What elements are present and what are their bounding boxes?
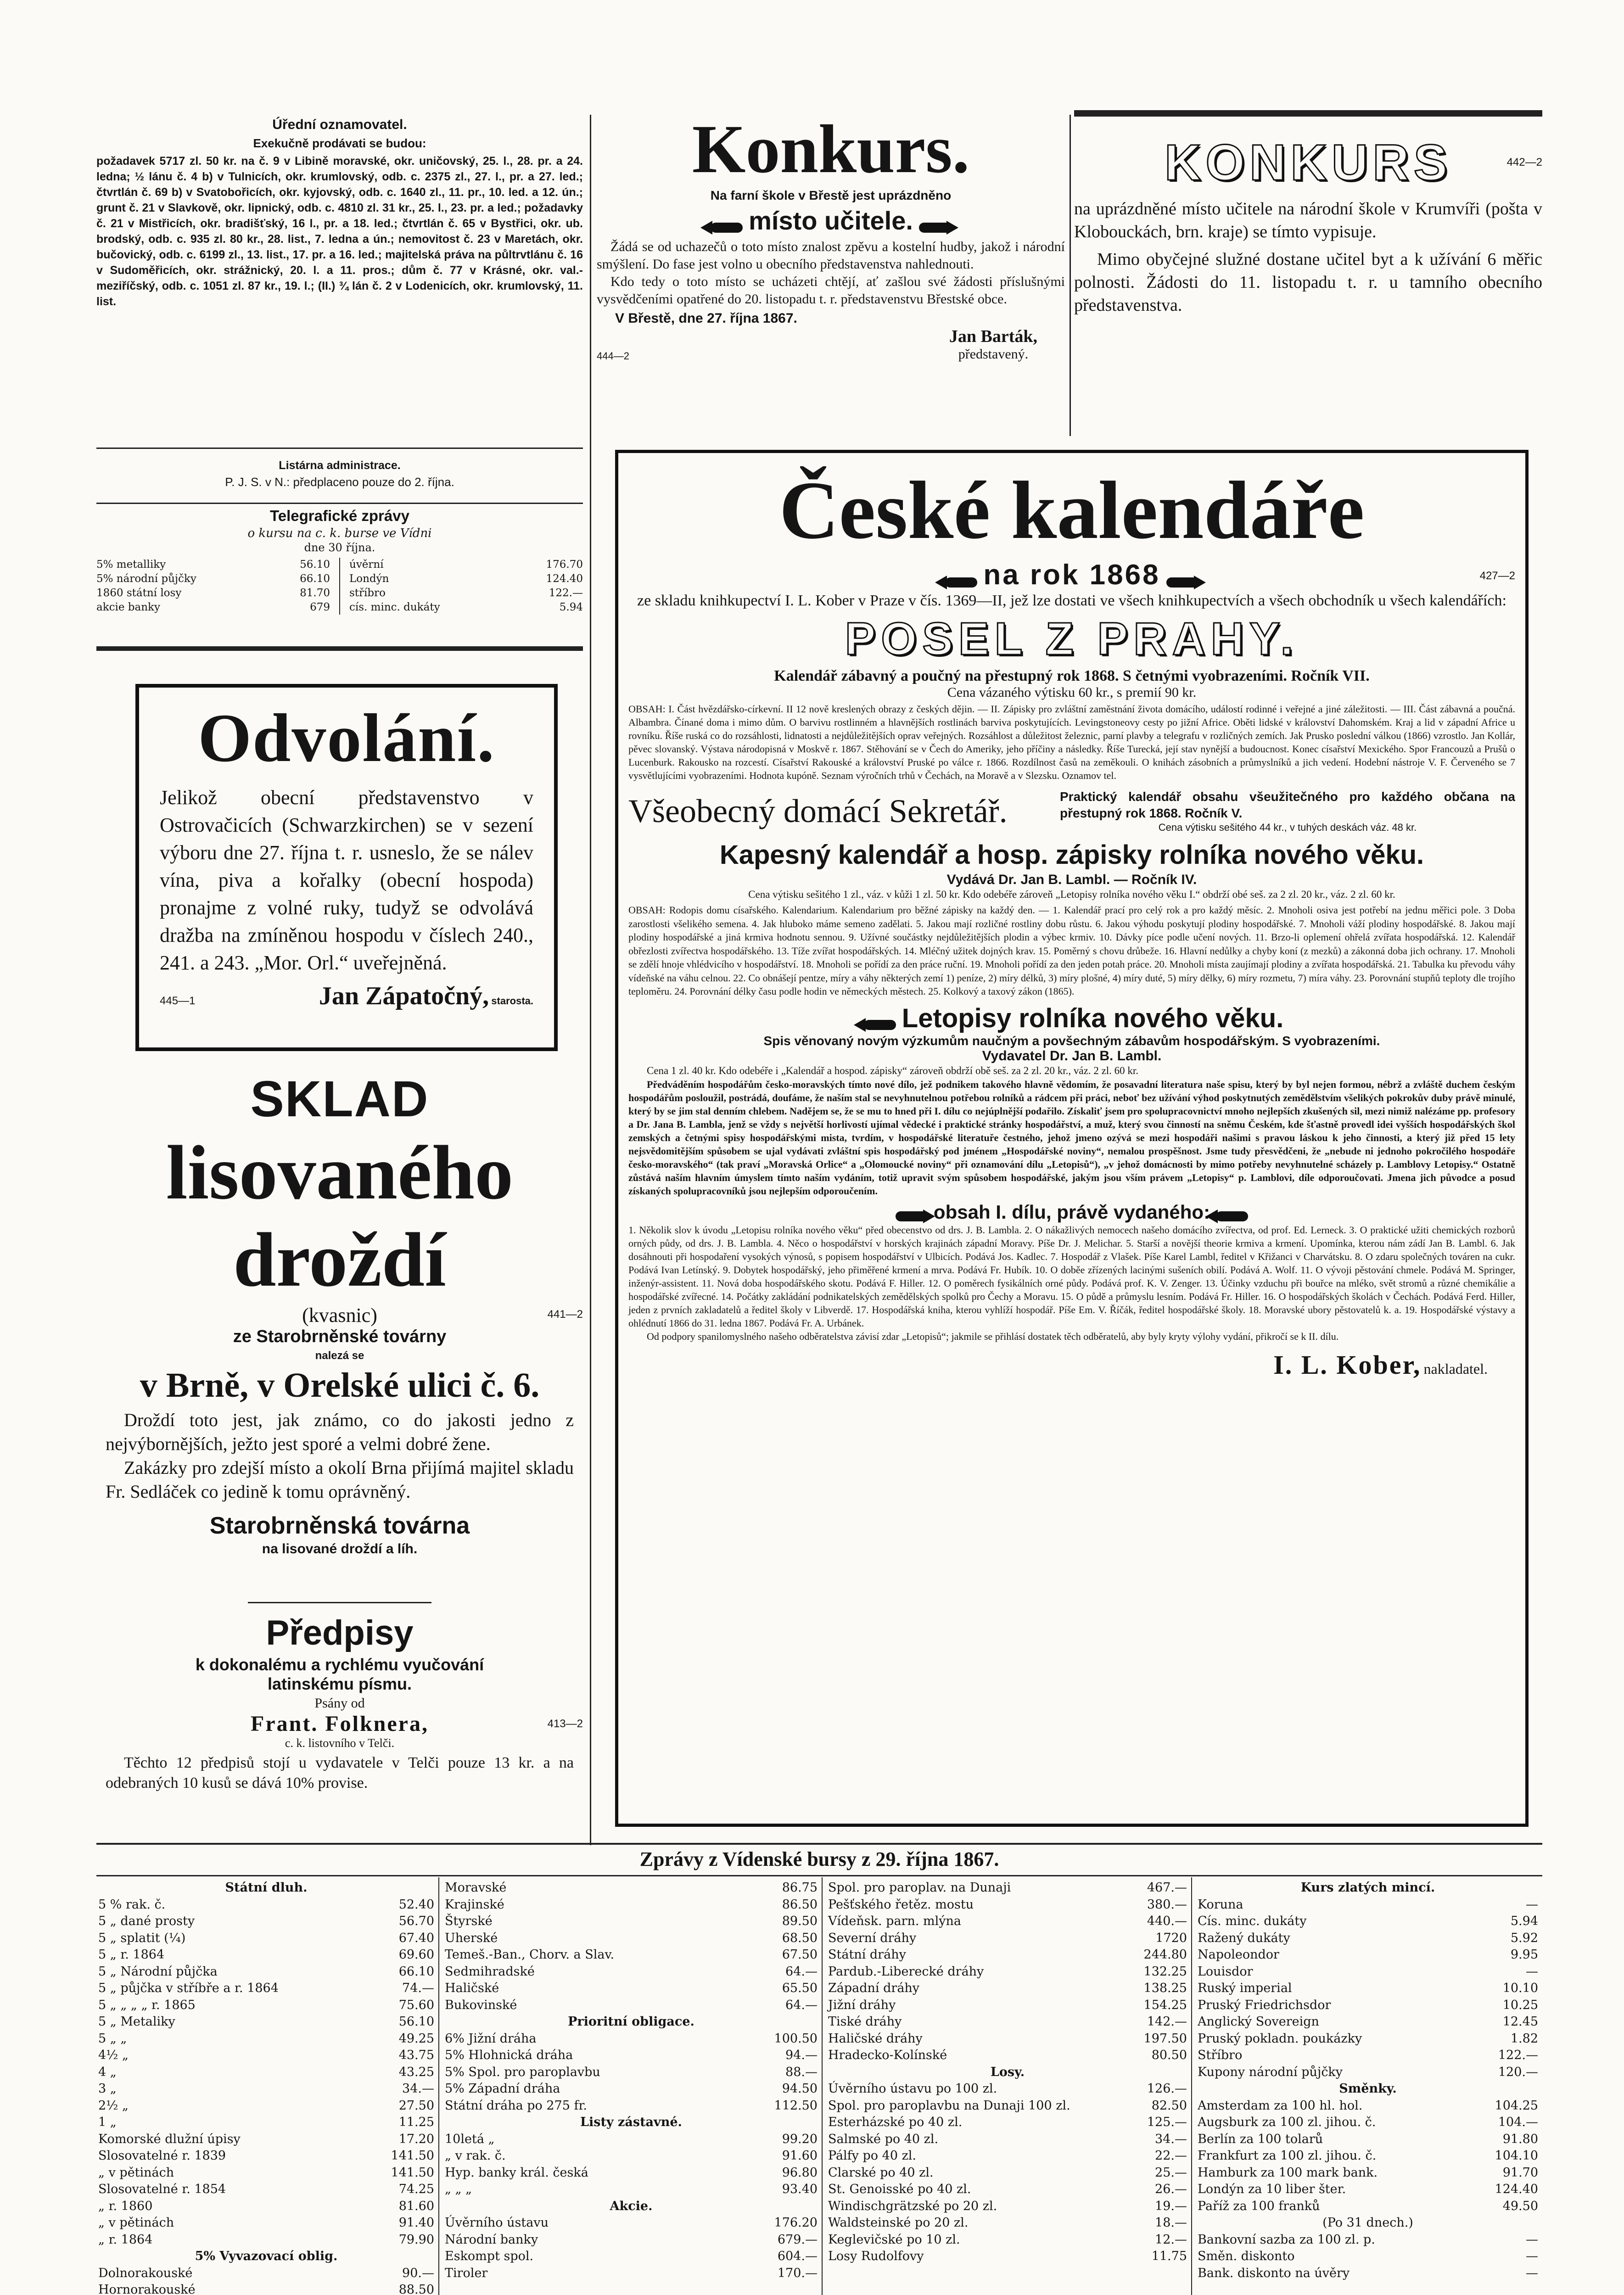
kalendare-intro: ze skladu knihkupectví I. L. Kober v Praze v čís. 1369—II, jež lze dostati ve všech knihkupectvích a všech obchodník u všech kalendářích: <box>637 592 1506 609</box>
telegraph-row: 5% metalliky 56.10 <box>96 559 330 571</box>
bourse-row: Losy Rudolfovy 11.75 <box>828 2249 1187 2263</box>
predpisy-text: Těchto 12 předpisů stojí u vydavatele v Telči pouze 13 kr. a na odebraných 10 kusů se dává 10% provise. <box>106 1754 574 1791</box>
konkurs-brest <box>597 110 1065 445</box>
bourse-row: Sedmihradské 64.— <box>445 1964 818 1979</box>
pointing-hand-left-icon <box>945 577 977 588</box>
pointing-hand-left-icon <box>711 223 743 233</box>
telegraph-left <box>96 558 340 615</box>
kalendare-advert <box>615 450 1529 1827</box>
bourse-row: 2½ „ 27.50 <box>98 2098 434 2113</box>
bourse-table-obligations <box>443 1880 819 2282</box>
telegraph-section <box>96 507 583 643</box>
bourse-row: Slosovatelné r. 1839 141.50 <box>98 2149 434 2163</box>
sklad-line1: SKLAD <box>250 1071 429 1127</box>
bourse-row: Esterházské po 40 zl. 125.— <box>828 2115 1187 2129</box>
bourse-row: Tiské dráhy 142.— <box>828 2015 1187 2029</box>
konkurs2-text2: Mimo obyčejné služné dostane učitel byt a k užívání 6 měřic polnosti. Žádosti do 11. listopadu t. r. u tamního obecního představenstva. <box>1074 250 1542 315</box>
bourse-row: Kupony národní půjčky 120.— <box>1198 2065 1538 2079</box>
bourse-row: Paříž za 100 franků 49.50 <box>1198 2199 1538 2213</box>
letopisy-subtitle: Spis věnovaný novým výzkumům naučným a povšechným zábavům hospodářským. S vyobrazeními. <box>763 1033 1380 1048</box>
predpisy-school: c. k. listovního v Telči. <box>285 1736 395 1750</box>
column-divider <box>1070 115 1071 436</box>
bourse-row: Západní dráhy 138.25 <box>828 1981 1187 1995</box>
bourse-row: Moravské 86.75 <box>445 1881 818 1895</box>
bourse-row: Temeš.-Ban., Chorv. a Slav. 67.50 <box>445 1948 818 1962</box>
konkurs1-title: Konkurs. <box>692 111 970 187</box>
telegraph-row: 1860 státní losy 81.70 <box>96 587 330 599</box>
bourse-row: Úvěrního ústavu 176.20 <box>445 2216 818 2230</box>
predpisy-sub2: latinskému písmu. <box>267 1674 412 1693</box>
divider <box>1074 110 1542 117</box>
sklad-kvasnic: (kvasnic) <box>302 1304 377 1327</box>
kalendare-closing: Od podpory spanilomyslného našeho odběratelstva závisí zdar „Letopisů“; jakmile se přihlásí dostatek těch odběratelů, aby byly kryty výlohy vydání, přikročí se k II. dílu. <box>647 1330 1339 1342</box>
telegraph-row: stříbro 122.— <box>349 587 583 599</box>
konkurs-krumvir <box>1074 110 1542 315</box>
bourse-row: 1 „ 11.25 <box>98 2115 434 2129</box>
bourse-row: Clarské po 40 zl. 25.— <box>828 2165 1187 2180</box>
telegraph-subtitle: o kursu na c. k. burse ve Vídni <box>247 526 432 540</box>
divider <box>96 448 583 449</box>
bourse-row: „ r. 1864 79.90 <box>98 2232 434 2247</box>
publisher-name: I. L. Kober, <box>1273 1349 1422 1380</box>
bourse-row: Augsburk za 100 zl. jihou. č. 104.— <box>1198 2115 1538 2129</box>
posel-contents: OBSAH: I. Část hvězdářsko-církevní. II 12 nově kreslených obrazy z českých dějin. — II. Zápisky pro zvláštní zaměstnání života domácího, událostí rodinné i veřejné a jiné záležitosti. — III. Část zábavná a poučná. Albambra. Čínané doma i mimo dům. O barvivu rostlinném a hlavnějších rostlinách barviva poskytujících. Levingstoneovy cesty po jižní Africe. Oběti lidské v království Dahomském. Kraj a lid v západní Africe u rovníku. Říše ruská co do rozsáhlosti, lidnatosti a nejdůležitějších oprav veřejných. Rozsáhlost a důležitost železnic, parní plavby a telegrafu v rozličných zemích. Jak Prusko poslední válkou (1866) vzrostlo. Jan Kollár, pěvec slovanský. Výstava národopisná v Moskvě r. 1867. Stěhování se v Čech do Ameriky, jeho příčiny a následky. Říše Turecká, její stav nynější a budoucnost. Konec císařství Mexického. Spor Francouzů a Prušů o Lucenburk. Rakousko na rozcestí. Císařství Rakouské a království Pruské po válce r. 1866. Rozdílnost časů na zeměkouli. O knihách zásobních a průmyslníků a jich vedení. Hodební nástroje V. F. Červeného se 7 vysvětlujícími vyobrazeními. Hodnota kupóně. Seznam výročních trhů v Čechách, na Moravě a v Slezsku. Oznamov tel. <box>628 703 1515 781</box>
bourse-row: 5 „ „ 49.25 <box>98 2031 434 2046</box>
bourse-row: Windischgrätzské po 20 zl. 19.— <box>828 2199 1187 2213</box>
listarna-title: Listárna administrace. <box>279 459 401 472</box>
sekretar-title: Všeobecný domácí Sekretář. <box>628 793 1008 829</box>
bourse-table-state-debt <box>96 1880 436 2295</box>
bourse-row: Pardub.-Liberecké dráhy 132.25 <box>828 1964 1187 1979</box>
sklad-address: v Brně, v Orelské ulici č. 6. <box>140 1366 540 1405</box>
sklad-footer1: Starobrněnská továrna <box>209 1512 470 1539</box>
bourse-section-heading: Směnky. <box>1339 2082 1397 2096</box>
telegraph-row: cís. minc. dukáty 5.94 <box>349 601 583 613</box>
kapesny-author: Vydává Dr. Jan B. Lambl. — Ročník IV. <box>946 872 1197 887</box>
bourse-row: Dolnorakouské 90.— <box>98 2266 434 2280</box>
konkurs1-code: 444—2 <box>597 350 629 362</box>
bourse-section-heading: Prioritní obligace. <box>568 2015 694 2029</box>
bourse-table-coins <box>1196 1880 1540 2282</box>
bourse-row: Úvěrního ústavu po 100 zl. 126.— <box>828 2082 1187 2096</box>
konkurs1-intro: Na farní škole v Břestě jest uprázdněno <box>710 188 952 202</box>
konkurs1-place: V Břestě, dne 27. října 1867. <box>615 311 797 326</box>
predpisy-author: Frant. Folknera, <box>251 1712 429 1736</box>
column-divider <box>1191 1877 1192 2295</box>
kalendare-title: České kalendáře <box>779 465 1365 556</box>
bourse-row: Štyrské 89.50 <box>445 1914 818 1928</box>
letopisy-price: Cena 1 zl. 40 kr. Kdo odebéře i „Kalendář a hospod. zápisky“ zároveň obdrží obě seš. za 2 zl. 20 kr., váz. 2 zl. 60 kr. <box>647 1064 1139 1076</box>
predpisy-psany: Psány od <box>314 1696 365 1711</box>
bourse-row: Státní dráhy 244.80 <box>828 1948 1187 1962</box>
bourse-col-1 <box>96 1880 436 2295</box>
bourse-row: 5 „ Metaliky 56.10 <box>98 2015 434 2029</box>
bourse-row: Salmské po 40 zl. 34.— <box>828 2132 1187 2146</box>
bourse-section-heading: Losy. <box>990 2065 1025 2079</box>
bourse-row: 5 „ půjčka v stříbře a r. 1864 74.— <box>98 1981 434 1995</box>
bourse-title: Zprávy z Vídenské bursy z 29. října 1867. <box>639 1848 999 1870</box>
listarna-text: P. J. S. v N.: předplaceno pouze do 2. října. <box>225 475 454 489</box>
pointing-hand-left-icon <box>1216 1211 1248 1221</box>
obsah-text: 1. Několik slov k úvodu „Letopisu rolníka nového věku“ před obecenstvo od drs. J. B. Lambla. 2. O nákažlivých nemocech našeho domácího zvířectva, od prof. Ed. Lerneck. 3. O praktické užiti chemických rozborů orných půdy, od drs. J. B. Lambla. 4. Něco o hospodářství v horských krajinách západní Moravy. Píše Dr. J. Melichar. 5. Starší a novější theorie krmiva a krmení. Upomínka, kterou nám zádí Jan B. Lambl. 6. Jak dosáhnouti při hospodaření vysokých výnosů, s popisem hospodářství v Ulbicích. Podává Jos. Kadlec. 7. Hospodář z Vlašek. Píše Karel Lambl, ředitel v Křižanci v Charvátsku. 8. O zdaru společných továren na cukr. Podává Ivan Letínský. 9. Dobytek hospodářský, jeho přiměřené krmení a mrva. Podává Fr. Hubík. 10. O doběe zřízených lacinými sušeních obilí. Podává A. Wolf. 11. O vývoji pěstování chmele. Podává M. Springer, inženýr-assistent. 11. Nová doba hospodářského skotu. Podává F. Hiller. 12. O poměrech fysikálních orné půdy. Podává prof. K. V. Zenger. 13. Účinky vzduchu při bouřce na mléko, svět stromů a různé chemikálie a hospodářské zvířecné. 14. Počátky zakládání podnikatelských zemědělských spolků pro Čechy a Moravu. 15. O půdě a průmyslu lesním. Podává Fr. Hiller. 16. O hospodářských školách v Čechách. Podává Ferd. Hiller, jeden z prvních zakladatelů a ředitel školy v Libverdě. 17. Hospodářská kniha, kterou vyhlíží hospodář. Píše Em. V. Říčák, ředitel hospodářské školy. 18. Moravské ubory pěstovatelů k. a. 19. Hospodářské výstavy a ohlédnutí 1866 do 31. ledna 1867. Podává Fr. A. Urbánek. <box>628 1224 1515 1329</box>
telegraph-title: Telegrafické zprávy <box>270 507 409 524</box>
bourse-row: Bank. diskonto na úvěry — <box>1198 2266 1538 2280</box>
bourse-row: Haličské dráhy 197.50 <box>828 2031 1187 2046</box>
bourse-row: Anglický Sovereign 12.45 <box>1198 2015 1538 2029</box>
bourse-row: 5% Hlohnická dráha 94.— <box>445 2048 818 2062</box>
bourse-row: Keglevičské po 10 zl. 12.— <box>828 2232 1187 2247</box>
listarna <box>96 459 583 500</box>
bourse-row: Pešťského řetěz. mostu 380.— <box>828 1897 1187 1912</box>
pointing-hand-icon <box>1166 577 1198 588</box>
konkurs2-text1: na uprázdněné místo učitele na národní škole v Krumvíři (pošta v Klobouckách, brn. kraje) se tímto vypisuje. <box>1074 199 1542 241</box>
bourse-row: 5 % rak. č. 52.40 <box>98 1897 434 1912</box>
bourse-row: 6% Jižní dráha 100.50 <box>445 2031 818 2046</box>
bourse-row: Frankfurt za 100 zl. jihou. č. 104.10 <box>1198 2149 1538 2163</box>
bourse-row: Národní banky 679.— <box>445 2232 818 2247</box>
bourse-row: Uherské 68.50 <box>445 1931 818 1945</box>
telegraph-date: dne 30 října. <box>304 541 375 554</box>
bourse-row: Krajinské 86.50 <box>445 1897 818 1912</box>
predpisy-sub1: k dokonalému a rychlému vyučování <box>195 1655 484 1674</box>
bourse-row: 3 „ 34.— <box>98 2082 434 2096</box>
sklad-advert <box>96 1069 583 1597</box>
letopisy-title: Letopisy rolníka nového věku. <box>902 1003 1284 1033</box>
bourse-section-heading: 5% Vyvazovací oblig. <box>195 2249 338 2263</box>
bourse-row: Severní dráhy 1720 <box>828 1931 1187 1945</box>
bourse-row: Ražený dukáty 5.92 <box>1198 1931 1538 1945</box>
sklad-code: 441—2 <box>547 1308 583 1321</box>
bourse-section-heading: Kurs zlatých mincí. <box>1300 1881 1435 1895</box>
sklad-from: ze Starobrněnské továrny <box>233 1327 447 1346</box>
pointing-hand-icon <box>919 223 951 233</box>
konkurs1-role: představený. <box>958 347 1029 362</box>
odvolani-box <box>135 684 558 1051</box>
kalendare-year: na rok 1868 <box>983 559 1160 591</box>
divider <box>96 1843 1542 1845</box>
bourse-row: 5% Západní dráha 94.50 <box>445 2082 818 2096</box>
bourse-section-heading: Akcie. <box>610 2199 653 2213</box>
sklad-text2: Zakázky pro zdejší místo a okolí Brna přijímá majitel skladu Fr. Sedláček co jedině k tomu oprávněný. <box>106 1457 574 1502</box>
bourse-row: Slosovatelné r. 1854 74.25 <box>98 2182 434 2196</box>
official-body: požadavek 5717 zl. 50 kr. na č. 9 v Libině moravské, okr. uničovský, 25. l., 28. pr. a 24. ledna; ½ lánu č. 4 b) v Tulnicích, okr. krumlovský, odb. c. 2375 zl., 27. l., pr. a 27. led.; čtvrtlán č. 69 b) v Svatobořicích, okr. kyjovský, odb. c. 1640 zl., 11. pr., 10. led. a 12. ún.; grunt č. 21 v Slavkově, okr. lipnický, odb. c. 4810 zl. 31 kr., 25. l., 23. pr. a led.; požadavky č. 21 v Mistřicích, okr. bradišťský, 16 l., pr. a 18. led.; čtvrtlán č. 65 v Bystřici, okr. ub. brodský, odb. c. 935 zl. 80 kr., 28. list., 7. ledna a ún.; nemovitost č. 23 v Maretách, okr. bučovický, odb. c. 6199 zl., 13. list., 17. pr. a 16. led.; majitelská práva na půltrvtlánu č. 16 v Sudoměřicích, okr. strážnický, 20. l. a 11. pros.; dům č. 77 v Krásné, okr. val.-meziříčský, odb. c. 1051 zl. 87 kr., 19. l.; (II.) ¾ lán č. 2 v Lodenicích, okr. krumlovský, 11. list. <box>96 155 583 308</box>
bourse-row: 5 „ Národní půjčka 66.10 <box>98 1964 434 1979</box>
bourse-row: Státní dráha po 275 fr. 112.50 <box>445 2098 818 2113</box>
predpisy-title: Předpisy <box>266 1613 414 1652</box>
bourse-row: Haličské 65.50 <box>445 1981 818 1995</box>
telegraph-row: úvěrní 176.70 <box>349 559 583 571</box>
kapesny-title: Kapesný kalendář a hosp. zápisky rolníka nového věku. <box>719 840 1424 870</box>
bourse-row: 10letá „ 99.20 <box>445 2132 818 2146</box>
bourse-row: „ v pětinách 91.40 <box>98 2216 434 2230</box>
sklad-nalezi: nalezá se <box>315 1349 364 1362</box>
bourse-row: Ruský imperial 10.10 <box>1198 1981 1538 1995</box>
bourse-row: Cís. minc. dukáty 5.94 <box>1198 1914 1538 1928</box>
kapesny-contents: OBSAH: Rodopis domu císařského. Kalendarium. Kalendarium pro běžné zápisky na každý den. — 1. Kalendář prací pro celý rok a pro každý měsíc. 2. Mnoholi osiva jest potřebí na jednu měřici pole. 3 Doba zarostlosti všelikého semena. 4. Jak hluboko máme semeno zadělati. 5. Jakou mají rozličné rostliny dobu růstu. 6. Jakou výhodu poskytují plodiny hospodářské. 7. Mnoholi váží plodiny hospodářské. 8. Jakou mají plodiny hospodářské a jiná krmiva hodnotu sennou. 9. Užívné součástky nejdůležitějších plodin a výbec krmiv. 10. Dávky píce podle učení nových. 11. Brzo-li oplemení ohřelá zvířata hospodářská. 12. Kalendář obřezlosti zvířectva hospodářského. 13. Tíže zvířat hospodářských. 14. Mléčný užitek dojných krav. 15. Poměrný s chovu drůbeže. 16. Hlavní nedůlky a chyby koní (z mezků) a zákonná doba jich ochrany. 17. Mnoholi se zdělí hnoje vhlédvicího v hospodářství. 18. Mnoholi se pořídí za den práce ruční. 19. Mnoholi pořídí za den jeden potah práce. 20. Mnoholi místa zaujímají plodiny a zvířata hospodářská. 21. Tabulka ku převodu váhy vídeňské na váhu celnou. 22. Co obnášejí pentze, míry a váhy některých zemí 1) peníze, 2) míry délků, 3) míry plošné, 4) míry duté, 5) míry dělky, 6) míry rozmetu, 7) míra váhy. 23. Porovnání stupňů teploty dle trojího teploměru. 24. Porovnání délky času podle hodin ve německých městech. 25. Kolkový a taxový zákon (1865). <box>628 904 1515 997</box>
konkurs1-text2: Kdo tedy o toto místo se ucházeti chtějí, ať zašlou své žádosti příslušnými vysvědčeními opatřené do 20. listopadu t. r. představenstvu Břestské obce. <box>597 274 1065 307</box>
bourse-col-4 <box>1196 1880 1540 2295</box>
column-divider <box>822 1877 823 2295</box>
obsah-heading: obsah I. dílu, právě vydaného: <box>933 1201 1210 1223</box>
telegraph-row: 5% národní půjčky 66.10 <box>96 573 330 585</box>
posel-title: POSEL Z PRAHY. <box>845 613 1299 665</box>
konkurs2-title: KONKURS <box>1164 134 1452 191</box>
bourse-row: Bankovní sazba za 100 zl. p. — <box>1198 2232 1538 2247</box>
predpisy-advert <box>96 1611 583 1841</box>
bourse-row: Jižní dráhy 154.25 <box>828 1998 1187 2012</box>
bourse-row: 5 „ r. 1864 69.60 <box>98 1948 434 1962</box>
bourse-row: St. Genoisské po 40 zl. 26.— <box>828 2182 1187 2196</box>
sklad-footer2: na lisované droždí a líh. <box>262 1541 418 1556</box>
odvolani-text: Jelikož obecní představenstvo v Ostrovačicích (Schwarzkirchen) se v sezení výboru dne 27. října t. r. usneslo, že se nálev vína, piva a kořalky (obecní hospoda) pronajme z volné ruky, tudyž se odvolává dražba na zmíněnou hospodu v číslech 240., 241. a 243. „Mor. Orl.“ uveřejněná. <box>160 786 533 974</box>
sklad-text1: Droždí toto jest, jak známo, co do jakosti jedno z nejvýbornějších, ježto jest sporé a velmi dobré žene. <box>106 1410 574 1454</box>
bourse-col-3 <box>826 1880 1189 2295</box>
posel-price: Cena vázaného výtisku 60 kr., s premií 90 kr. <box>947 685 1197 700</box>
bourse-row: 5 „ splatit (¼) 67.40 <box>98 1931 434 1945</box>
column-divider <box>438 1877 439 2295</box>
odvolani-role: starosta. <box>491 995 533 1007</box>
bourse-row: „ r. 1860 81.60 <box>98 2199 434 2213</box>
bourse-row: Tiroler 170.— <box>445 2266 818 2280</box>
sklad-line2: lisovaného <box>166 1130 514 1215</box>
bourse-row: Pálfy po 40 zl. 22.— <box>828 2149 1187 2163</box>
bourse-row: Waldsteinské po 20 zl. 18.— <box>828 2216 1187 2230</box>
bourse-row: Směn. diskonto — <box>1198 2249 1538 2263</box>
telegraph-row: Londýn 124.40 <box>349 573 583 585</box>
bourse-row: 5% Spol. pro paroplavbu 88.— <box>445 2065 818 2079</box>
posel-subtitle: Kalendář zábavný a poučný na přestupný rok 1868. S četnými vyobrazeními. Ročník VII. <box>774 667 1370 684</box>
sekretar-price: Cena výtisku sešitého 44 kr., v tuhých deskách váz. 48 kr. <box>1158 822 1417 833</box>
bourse-row: „ „ „ 93.40 <box>445 2182 818 2196</box>
odvolani-code: 445—1 <box>160 995 196 1007</box>
column-divider <box>590 115 591 1845</box>
bourse-row: Komorské dlužní úpisy 17.20 <box>98 2132 434 2146</box>
bourse-row: Vídeňsk. parn. mlýna 440.— <box>828 1914 1187 1928</box>
bourse-col-2 <box>443 1880 819 2295</box>
bourse-row: Hamburk za 100 mark bank. 91.70 <box>1198 2165 1538 2180</box>
telegraph-row: akcie banky 679 <box>96 601 330 613</box>
bourse-section-heading: Státní dluh. <box>225 1881 308 1895</box>
kalendare-code: 427—2 <box>1479 570 1515 582</box>
bourse-section-heading: Listy zástavné. <box>580 2115 682 2129</box>
konkurs1-text1: Žádá se od uchazečů o toto místo znalost zpěvu a kostelní hudby, jakož i národní smýšlení. Do fase jest volno u obecního představenstva nahlednouti. <box>597 239 1065 272</box>
kapesny-price: Cena výtisku sešitého 1 zl., váz. v kůži 1 zl. 50 kr. Kdo odebéře zároveň „Letopisy rolníka nového věku I.“ obdrží obé seš. za 2 zl. 20 kr., váz. 2 zl. 60 kr. <box>748 889 1395 900</box>
bourse-row: Berlín za 100 tolarů 91.80 <box>1198 2132 1538 2146</box>
odvolani-title: Odvolání. <box>198 700 495 776</box>
bourse-row: Louisdor — <box>1198 1964 1538 1979</box>
odvolani-signature: Jan Zápatočný, <box>319 982 489 1010</box>
predpisy-code: 413—2 <box>547 1718 583 1730</box>
official-title: Úřední oznamovatel. <box>272 117 407 132</box>
bourse-row: 4 „ 43.25 <box>98 2065 434 2079</box>
bourse-row: 4½ „ 43.75 <box>98 2048 434 2062</box>
bourse-row: Londýn za 10 liber šter. 124.40 <box>1198 2182 1538 2196</box>
official-notices <box>96 117 583 438</box>
konkurs1-signature: Jan Barták, <box>949 327 1037 346</box>
bourse-row: Pruský Friedrichsdor 10.25 <box>1198 1998 1538 2012</box>
bourse-row: Bukovinské 64.— <box>445 1998 818 2012</box>
divider <box>248 1602 431 1603</box>
bourse-row: 5 „ dané prosty 56.70 <box>98 1914 434 1928</box>
bourse-row: Hradecko-Kolínské 80.50 <box>828 2048 1187 2062</box>
bourse-row: Koruna — <box>1198 1897 1538 1912</box>
pointing-hand-left-icon <box>864 1020 896 1030</box>
publisher-role: nakladatel. <box>1423 1360 1488 1377</box>
letopisy-text: Předváděním hospodářům česko-moravských tímto nové dílo, jež podnikem takového hlavně vědomím, že posavadní literatura naše spisu, který by byl nejen formou, nébrž a zvláště duchem českým hospodářům posloužil, postrádá, doufáme, že naším stal se nevyhnutelnou potřebou rolníků a rádcem při práci, neboť bez užívání výhod poskytnutých zemědělstvím všelikých pokrokův duby právě minulé, který by se jim stal denním chlebem. Nadějem se, že se mu to hned při I. dílu co nejúplnější podařilo. Získaliť jsem pro spolupracovnictví mnoho nejlepších zkušených sil, mezi nimiž nalézáme pp. profesory a Dr. Jana B. Lambla, jenž se vždy s největší horlivostí ujímal vědecké i praktické stránky hospodářství, a muž, který svou činností na sněmu Českém, kde šťastně provedl idei vyšších hospodářských škol zemských a četnými spisy hospodářskými mista, tvrdím, v hospodářské literatuře čestného, jehož jmeno ozývá se mezi hospodáři našimi s pravou láskou k jeho činnosti, a který již před 15 lety nejsvědomitějším spůsobem se ujal vydávati zvláštní spis hospodářský pod jménem „Hospodářské noviny“, nemalou prospěšnost. Jsme tudy přesvědčeni, že „nebude ni jednoho pokročilého hospodáře česko-moravského“ (tak praví „Moravská Orlice“ a „Olomoucké noviny“ při oznamování dílu „Letopisů“), „v jehož domácnosti by mimo potřeby nevyhnutelné scházely p. Lamblovy Letopisy.“ Ostatně zůstává naším hlavním úmyslem tímto naším vydáním, totiž upravit svým spůsobem hospodářské, jakým jsou vším právem „Letopisy“ p. Lamblovi, díle odporoučovati. Jmena jich původce a posud získaných spolupracovníků jsou nejlepším odporoučením. <box>628 1078 1515 1197</box>
letopisy-editor: Vydavatel Dr. Jan B. Lambl. <box>982 1048 1162 1064</box>
pointing-hand-icon <box>896 1211 928 1221</box>
official-subtitle: Exekučně prodávati se budou: <box>253 136 426 150</box>
bourse-row: (Po 31 dnech.) <box>1322 2216 1413 2230</box>
divider <box>96 503 583 504</box>
telegraph-right <box>340 558 583 615</box>
bourse-row: Stříbro 122.— <box>1198 2048 1538 2062</box>
sekretar-text: Praktický kalendář obsahu všeužitečného pro každého občana na přestupný rok 1868. Ročník V. <box>1060 789 1515 820</box>
bourse-row: Pruský pokladn. poukázky 1.82 <box>1198 2031 1538 2046</box>
konkurs1-post: místo učitele. <box>749 206 913 235</box>
bourse-row: Hornorakouské 88.50 <box>98 2283 434 2295</box>
konkurs2-code: 442—2 <box>1506 156 1542 168</box>
bourse-row: „ v rak. č. 91.60 <box>445 2149 818 2163</box>
bourse-row: Spol. pro paroplav. na Dunaji 467.— <box>828 1881 1187 1895</box>
bourse-table-shares <box>826 1880 1189 2265</box>
bourse-row: Eskompt spol. 604.— <box>445 2249 818 2263</box>
bourse-row: Napoleondor 9.95 <box>1198 1948 1538 1962</box>
bourse-row: 5 „ „ „ „ r. 1865 75.60 <box>98 1998 434 2012</box>
bourse-row: „ v pětinách 141.50 <box>98 2165 434 2180</box>
sklad-line3: droždí <box>233 1217 446 1303</box>
bourse-row: Amsterdam za 100 hl. hol. 104.25 <box>1198 2098 1538 2113</box>
bourse-row: Spol. pro paroplavbu na Dunaji 100 zl. 82.50 <box>828 2098 1187 2113</box>
bourse-row: Hyp. banky král. česká 96.80 <box>445 2165 818 2180</box>
divider <box>96 646 583 651</box>
divider <box>96 1875 1542 1876</box>
